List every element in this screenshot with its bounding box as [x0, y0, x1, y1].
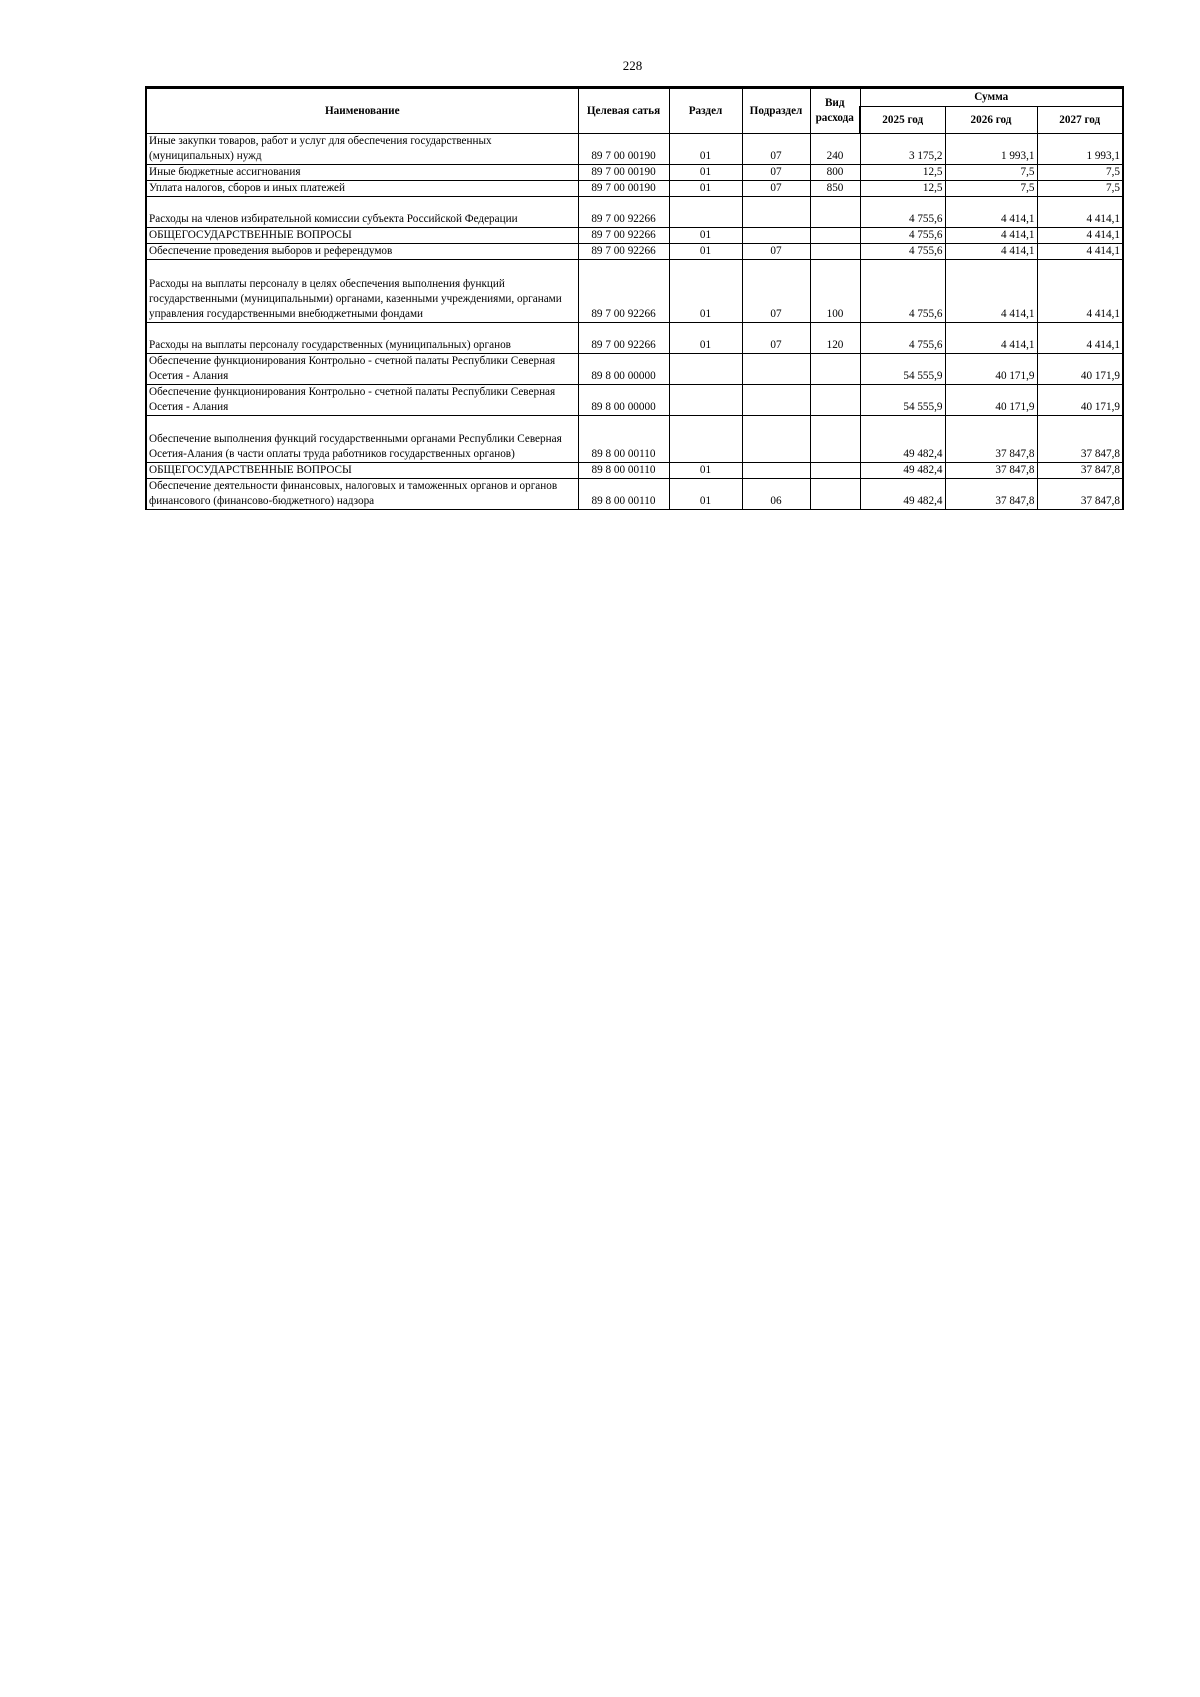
row-type	[810, 354, 860, 385]
header-subsection: Подраздел	[742, 88, 810, 134]
row-2025: 4 755,6	[860, 228, 945, 244]
row-type: 850	[810, 181, 860, 197]
row-2025: 12,5	[860, 181, 945, 197]
row-2025: 4 755,6	[860, 197, 945, 228]
table-row	[146, 244, 1123, 260]
row-type	[810, 244, 860, 260]
row-2025: 12,5	[860, 165, 945, 181]
row-target: 89 8 00 00000	[578, 385, 669, 416]
row-section: 01	[669, 244, 742, 260]
table-row	[146, 463, 1123, 479]
table-row	[146, 165, 1123, 181]
row-2026: 4 414,1	[945, 228, 1037, 244]
row-type	[810, 463, 860, 479]
row-2027: 4 414,1	[1037, 197, 1123, 228]
row-subsection: 07	[742, 134, 810, 165]
table-row	[146, 181, 1123, 197]
row-2027: 4 414,1	[1037, 228, 1123, 244]
row-2025: 49 482,4	[860, 463, 945, 479]
row-subsection: 07	[742, 165, 810, 181]
row-2025: 54 555,9	[860, 385, 945, 416]
row-subsection: 07	[742, 181, 810, 197]
row-type	[810, 228, 860, 244]
row-2026: 37 847,8	[945, 479, 1037, 510]
row-subsection	[742, 416, 810, 463]
row-name: Обеспечение деятельности финансовых, налоговых и таможенных органов и органов финансового (финансово-бюджетного) надзора	[146, 479, 578, 510]
header-2025: 2025 год	[860, 107, 945, 134]
row-2025: 49 482,4	[860, 416, 945, 463]
row-2026: 4 414,1	[945, 260, 1037, 323]
row-2027: 7,5	[1037, 181, 1123, 197]
row-2025: 49 482,4	[860, 479, 945, 510]
row-name: Расходы на членов избирательной комиссии субъекта Российской Федерации	[146, 197, 578, 228]
row-2027: 4 414,1	[1037, 323, 1123, 354]
row-2026: 37 847,8	[945, 463, 1037, 479]
header-name: Наименование	[146, 88, 578, 134]
row-target: 89 8 00 00000	[578, 354, 669, 385]
header-sum: Сумма	[860, 88, 1123, 107]
table-row	[146, 260, 1123, 323]
row-subsection	[742, 385, 810, 416]
row-name: Расходы на выплаты персоналу государственных (муниципальных) органов	[146, 323, 578, 354]
row-name: Расходы на выплаты персоналу в целях обеспечения выполнения функций государственными (муниципальными) органами, казенными учреждениями, органами управления государственными внебюджетными фондами	[146, 260, 578, 323]
budget-table	[145, 86, 1124, 510]
row-type: 240	[810, 134, 860, 165]
row-section: 01	[669, 228, 742, 244]
row-target: 89 8 00 00110	[578, 463, 669, 479]
row-section: 01	[669, 181, 742, 197]
header-2027: 2027 год	[1037, 107, 1123, 134]
row-section	[669, 416, 742, 463]
table-row	[146, 323, 1123, 354]
row-2027: 40 171,9	[1037, 385, 1123, 416]
row-section	[669, 197, 742, 228]
row-2026: 4 414,1	[945, 197, 1037, 228]
row-name: Обеспечение выполнения функций государственными органами Республики Северная Осетия-Алания (в части оплаты труда работников государственных органов)	[146, 416, 578, 463]
row-type: 100	[810, 260, 860, 323]
row-name: Обеспечение функционирования Контрольно - счетной палаты Республики Северная Осетия - Алания	[146, 354, 578, 385]
row-subsection	[742, 228, 810, 244]
row-name: ОБЩЕГОСУДАРСТВЕННЫЕ ВОПРОСЫ	[146, 228, 578, 244]
row-type	[810, 479, 860, 510]
row-section	[669, 385, 742, 416]
row-target: 89 7 00 92266	[578, 323, 669, 354]
row-2026: 40 171,9	[945, 354, 1037, 385]
row-2026: 4 414,1	[945, 323, 1037, 354]
row-name: Уплата налогов, сборов и иных платежей	[146, 181, 578, 197]
row-2025: 3 175,2	[860, 134, 945, 165]
header-type: Вид расхода	[810, 88, 860, 134]
table-row	[146, 479, 1123, 510]
row-2026: 37 847,8	[945, 416, 1037, 463]
table-row	[146, 197, 1123, 228]
row-type	[810, 385, 860, 416]
row-2026: 7,5	[945, 181, 1037, 197]
row-section: 01	[669, 165, 742, 181]
header-2026: 2026 год	[945, 107, 1037, 134]
row-subsection: 07	[742, 260, 810, 323]
row-type	[810, 416, 860, 463]
table-row	[146, 385, 1123, 416]
page-number: 228	[622, 58, 643, 73]
header-target: Целевая сатья	[578, 88, 669, 134]
row-section: 01	[669, 323, 742, 354]
row-section	[669, 354, 742, 385]
row-section: 01	[669, 260, 742, 323]
table-row	[146, 134, 1123, 165]
row-target: 89 7 00 00190	[578, 134, 669, 165]
row-subsection	[742, 463, 810, 479]
row-2027: 4 414,1	[1037, 244, 1123, 260]
row-type: 120	[810, 323, 860, 354]
row-subsection	[742, 354, 810, 385]
row-2025: 4 755,6	[860, 323, 945, 354]
row-2026: 4 414,1	[945, 244, 1037, 260]
row-2025: 4 755,6	[860, 244, 945, 260]
row-name: Иные бюджетные ассигнования	[146, 165, 578, 181]
row-section: 01	[669, 463, 742, 479]
row-2026: 40 171,9	[945, 385, 1037, 416]
row-name: ОБЩЕГОСУДАРСТВЕННЫЕ ВОПРОСЫ	[146, 463, 578, 479]
row-name: Обеспечение функционирования Контрольно - счетной палаты Республики Северная Осетия - Алания	[146, 385, 578, 416]
row-2027: 4 414,1	[1037, 260, 1123, 323]
row-name: Иные закупки товаров, работ и услуг для обеспечения государственных (муниципальных) нужд	[146, 134, 578, 165]
row-target: 89 7 00 92266	[578, 260, 669, 323]
row-section: 01	[669, 134, 742, 165]
row-2027: 37 847,8	[1037, 479, 1123, 510]
row-target: 89 8 00 00110	[578, 479, 669, 510]
row-target: 89 7 00 92266	[578, 244, 669, 260]
table-row	[146, 354, 1123, 385]
header-section: Раздел	[669, 88, 742, 134]
row-target: 89 7 00 00190	[578, 165, 669, 181]
row-subsection: 07	[742, 323, 810, 354]
row-2027: 1 993,1	[1037, 134, 1123, 165]
row-target: 89 8 00 00110	[578, 416, 669, 463]
row-target: 89 7 00 00190	[578, 181, 669, 197]
table-row	[146, 416, 1123, 463]
row-2025: 4 755,6	[860, 260, 945, 323]
row-2027: 37 847,8	[1037, 463, 1123, 479]
row-subsection: 06	[742, 479, 810, 510]
row-subsection	[742, 197, 810, 228]
table-row	[146, 228, 1123, 244]
row-2027: 40 171,9	[1037, 354, 1123, 385]
row-2026: 7,5	[945, 165, 1037, 181]
row-target: 89 7 00 92266	[578, 228, 669, 244]
row-type	[810, 197, 860, 228]
row-name: Обеспечение проведения выборов и референдумов	[146, 244, 578, 260]
row-type: 800	[810, 165, 860, 181]
row-2025: 54 555,9	[860, 354, 945, 385]
row-section: 01	[669, 479, 742, 510]
row-subsection: 07	[742, 244, 810, 260]
row-target: 89 7 00 92266	[578, 197, 669, 228]
row-2027: 7,5	[1037, 165, 1123, 181]
row-2027: 37 847,8	[1037, 416, 1123, 463]
row-2026: 1 993,1	[945, 134, 1037, 165]
